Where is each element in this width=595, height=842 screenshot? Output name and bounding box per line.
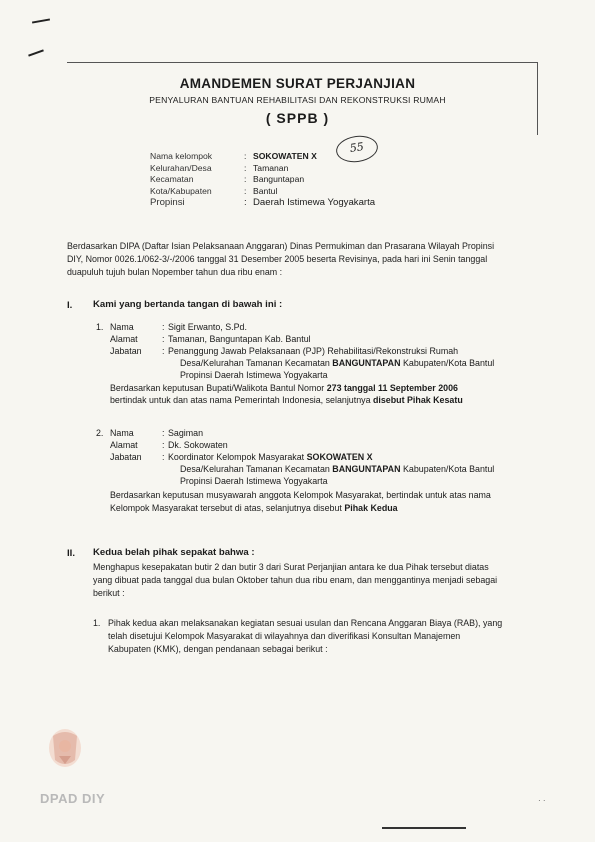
info-colon: : [244, 151, 247, 161]
info-label: Kecamatan [150, 174, 194, 184]
person-2-basis-line-1: Berdasarkan keputusan musyawarah anggota Kelompok Masyarakat, bertindak untuk atas nama [110, 490, 491, 500]
person-1-jabatan [110, 345, 458, 357]
bottom-line [382, 827, 466, 829]
info-value: Banguntapan [253, 174, 305, 184]
field-label: Nama [110, 428, 134, 438]
group-info [150, 151, 375, 209]
intro-line-1: Berdasarkan DIPA (Daftar Isian Pelaksanaan Anggaran) Dinas Permukiman dan Prasarana Wilayah Propinsi [67, 241, 495, 251]
section-1-title: Kami yang bertanda tangan di bawah ini : [93, 299, 283, 310]
person-1-basis-line-2 [110, 394, 463, 406]
field-value: Tamanan, Banguntapan Kab. Bantul [168, 334, 311, 344]
person-2-nama [96, 427, 203, 439]
text: Desa/Kelurahan Tamanan Kecamatan [180, 358, 333, 368]
section-1-number: I. [67, 300, 73, 311]
text: Desa/Kelurahan Tamanan Kecamatan [180, 464, 333, 474]
field-label: Jabatan [110, 452, 142, 462]
item-1-line-1: Pihak kedua akan melaksanakan kegiatan sesuai usulan dan Rencana Anggaran Biaya (RAB), yang [108, 618, 503, 628]
field-value: Dk. Sokowaten [168, 440, 228, 450]
info-value: Bantul [253, 185, 278, 196]
field-value: Sigit Erwanto, S.Pd. [168, 322, 247, 332]
field-colon: : [162, 346, 165, 356]
info-colon: : [244, 162, 247, 173]
info-colon: : [244, 185, 247, 196]
field-colon: : [162, 322, 165, 332]
info-row-kelurahan [150, 163, 375, 175]
person-number: 1. [96, 322, 104, 332]
info-label: Nama kelompok [150, 151, 213, 161]
item-1-line-2: telah disetujui Kelompok Masyarakat di wilayahnya dan diverifikasi Konsultan Manajemen [108, 631, 461, 641]
info-value: Tamanan [253, 162, 289, 173]
info-colon: : [244, 197, 247, 208]
person-1-nama [96, 321, 247, 333]
field-colon: : [162, 428, 165, 438]
info-label: Kelurahan/Desa [150, 162, 212, 173]
field-value [168, 451, 373, 463]
person-2-basis-line-2 [110, 502, 398, 514]
info-row-kabupaten [150, 186, 375, 198]
item-1-line-3: Kabupaten (KMK), dengan pendanaan sebagai berikut : [108, 644, 328, 654]
text-bold: disebut Pihak Kesatu [372, 395, 463, 405]
info-value: Daerah Istimewa Yogyakarta [253, 197, 376, 208]
info-label: Propinsi [150, 197, 185, 208]
info-label: Kota/Kabupaten [150, 185, 212, 196]
field-label: Alamat [110, 334, 138, 344]
text-bold: BANGUNTAPAN [332, 358, 401, 368]
document-subtitle: PENYALURAN BANTUAN REHABILITASI DAN REKONSTRUKSI RUMAH [149, 95, 446, 105]
section-2-title: Kedua belah pihak sepakat bahwa : [93, 547, 255, 558]
person-1-alamat [110, 333, 311, 345]
scan-mark-left [28, 49, 44, 56]
text: bertindak untuk dan atas nama Pemerintah Indonesia, selanjutnya [110, 395, 373, 405]
intro-line-2: DIY, Nomor 0026.1/062-3/-/2006 tanggal 31 Desember 2005 beserta Revisinya, pada hari ini Senin tanggal [67, 254, 488, 264]
field-colon: : [162, 452, 165, 462]
document-title: AMANDEMEN SURAT PERJANJIAN [179, 76, 416, 91]
person-1-jabatan-line-3: Propinsi Daerah Istimewa Yogyakarta [180, 370, 328, 380]
info-row-propinsi [150, 197, 375, 209]
field-label: Alamat [110, 440, 138, 450]
person-2-jabatan-line-2 [180, 463, 494, 475]
info-value: SOKOWATEN X [253, 151, 317, 161]
watermark-text: DPAD DIY [40, 791, 106, 806]
field-colon: : [162, 334, 165, 344]
text: Kabupaten/Kota Bantul [400, 464, 495, 474]
text: Kelompok Masyarakat tersebut di atas, selanjutnya disebut [110, 503, 345, 513]
field-value: Sagiman [168, 428, 204, 438]
scan-mark-top [32, 18, 50, 23]
document-code: ( SPPB ) [265, 110, 330, 126]
text-bold: BANGUNTAPAN [332, 464, 401, 474]
info-colon: : [244, 174, 247, 184]
section-2-line-2: yang dibuat pada tanggal dua bulan Oktober tahun dua ribu enam, dan menggantinya menjadi sebagai [93, 575, 498, 585]
scan-dots: · · [538, 796, 546, 805]
person-2-jabatan-line-3: Propinsi Daerah Istimewa Yogyakarta [180, 476, 328, 486]
field-label: Jabatan [110, 346, 142, 356]
info-row-nama-kelompok [150, 151, 375, 163]
info-row-kecamatan [150, 174, 375, 186]
field-colon: : [162, 440, 165, 450]
person-2-alamat [110, 439, 228, 451]
text-bold: SOKOWATEN X [306, 452, 373, 462]
text: Koordinator Kelompok Masyarakat [168, 452, 307, 462]
dpad-logo-icon [45, 726, 85, 770]
text: Kabupaten/Kota Bantul [400, 358, 495, 368]
field-value: Penanggung Jawab Pelaksanaan (PJP) Rehabilitasi/Rekonstruksi Rumah [168, 346, 459, 356]
item-1-number: 1. [93, 618, 101, 628]
intro-line-3: duapuluh tujuh bulan Nopember tahun dua ribu enam : [67, 267, 283, 277]
field-label: Nama [110, 322, 134, 332]
handwritten-number: 55 [334, 133, 379, 165]
text: Berdasarkan keputusan Bupati/Walikota Bantul Nomor [110, 383, 327, 393]
person-1-basis-line-1 [110, 382, 458, 394]
person-2-jabatan [110, 451, 373, 463]
text-bold: 273 tanggal 11 September 2006 [326, 383, 458, 393]
person-number: 2. [96, 428, 104, 438]
person-1-jabatan-line-2 [180, 357, 494, 369]
text-bold: Pihak Kedua [344, 503, 398, 513]
section-2-line-1: Menghapus kesepakatan butir 2 dan butir 3 dari Surat Perjanjian antara ke dua Pihak tersebut diatas [93, 562, 489, 572]
section-2-line-3: berikut : [93, 588, 125, 598]
section-2-number: II. [67, 548, 75, 559]
